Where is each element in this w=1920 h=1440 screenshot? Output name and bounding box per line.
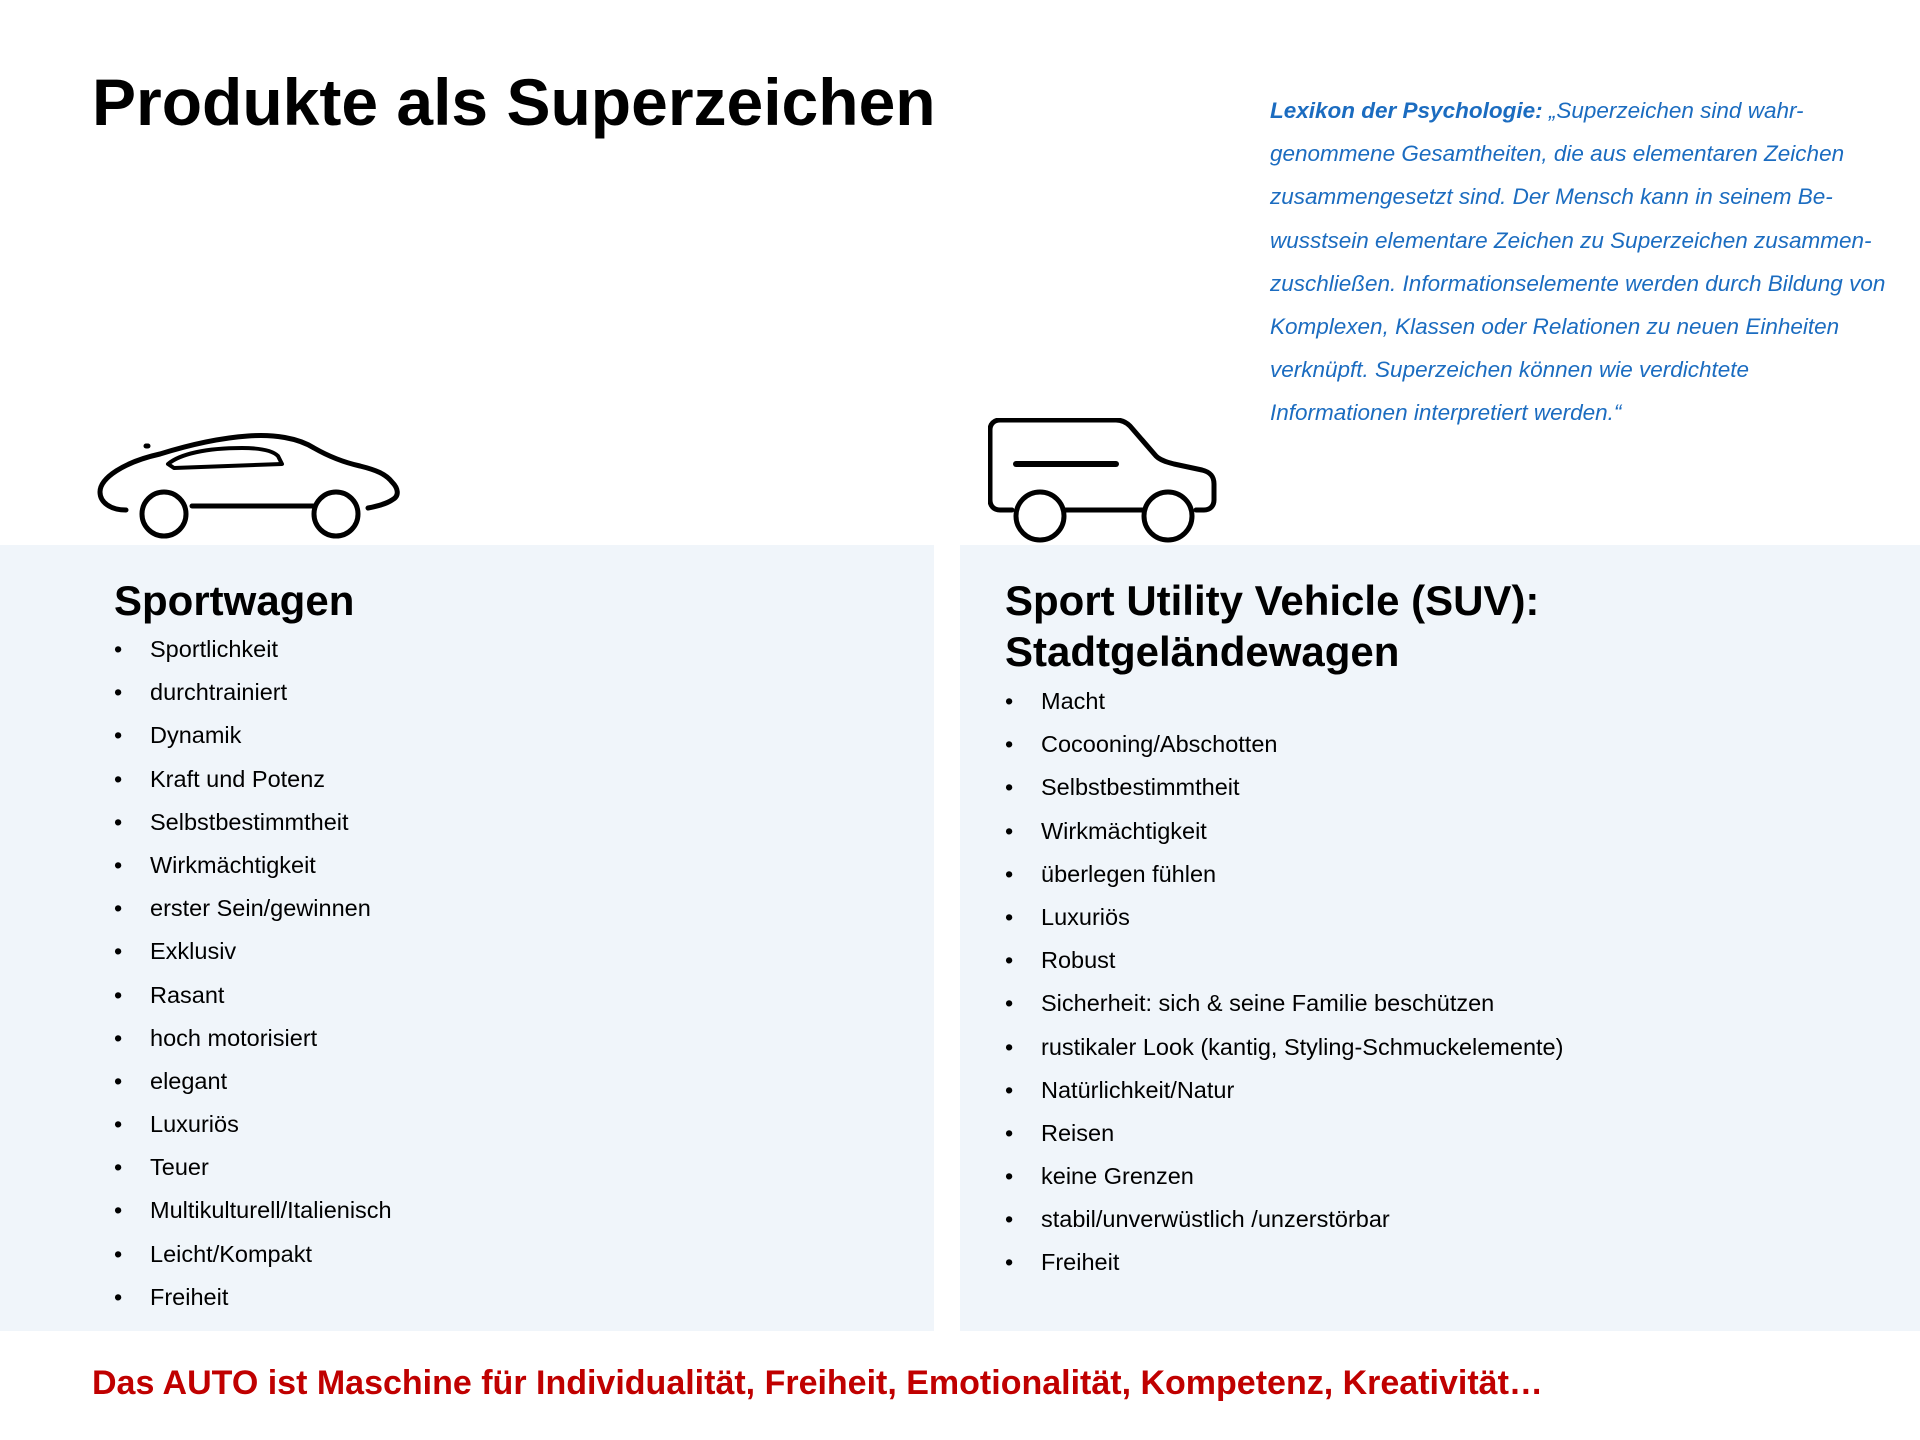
list-item-text: Kraft und Potenz — [150, 765, 326, 792]
list-item — [1005, 680, 1563, 723]
list-item-text: elegant — [150, 1067, 228, 1094]
list-item — [1005, 1241, 1563, 1284]
sports-car-icon — [96, 430, 400, 540]
bullet-icon: • — [1005, 947, 1014, 974]
bullet-icon: • — [114, 808, 123, 835]
bullet-icon: • — [1005, 1249, 1014, 1276]
list-item-text: Wirkmächtigkeit — [150, 851, 316, 878]
suv-heading-line1: Sport Utility Vehicle (SUV): — [1005, 577, 1540, 624]
list-item — [1005, 1026, 1563, 1069]
bullet-icon: • — [114, 679, 123, 706]
bullet-icon: • — [114, 1024, 123, 1051]
slide-title: Produkte als Superzeichen — [92, 65, 936, 139]
list-item — [1005, 939, 1563, 982]
sportwagen-attribute-list — [114, 628, 392, 1319]
list-item — [114, 714, 392, 757]
bullet-icon: • — [114, 1197, 123, 1224]
list-item — [114, 671, 392, 714]
list-item — [114, 1189, 392, 1232]
list-item-text: Freiheit — [150, 1283, 229, 1310]
list-item — [114, 930, 392, 973]
bullet-icon: • — [114, 765, 123, 792]
list-item-text: Robust — [1041, 947, 1116, 974]
list-item — [114, 1060, 392, 1103]
bullet-icon: • — [1005, 860, 1014, 887]
suv-heading-line2: Stadtgeländewagen — [1005, 628, 1400, 675]
list-item-text: überlegen fühlen — [1041, 860, 1217, 887]
bullet-icon: • — [1005, 1119, 1014, 1146]
list-item-text: hoch motorisiert — [150, 1024, 318, 1051]
list-item — [1005, 766, 1563, 809]
list-item — [1005, 896, 1563, 939]
bullet-icon: • — [114, 895, 123, 922]
list-item — [1005, 1198, 1563, 1241]
bullet-icon: • — [1005, 990, 1014, 1017]
bullet-icon: • — [114, 1283, 123, 1310]
list-item — [114, 1276, 392, 1319]
bullet-icon: • — [114, 938, 123, 965]
list-item-text: stabil/unverwüstlich /unzerstörbar — [1041, 1206, 1390, 1233]
list-item-text: Sportlichkeit — [150, 636, 278, 662]
list-item — [1005, 1069, 1563, 1112]
list-item-text: Luxuriös — [150, 1111, 239, 1138]
bullet-icon: • — [114, 981, 123, 1008]
list-item-text: Exklusiv — [150, 938, 237, 965]
list-item-text: Selbstbestimmtheit — [150, 808, 349, 835]
bullet-icon: • — [114, 1154, 123, 1181]
bullet-icon: • — [114, 1240, 123, 1267]
list-item-text: erster Sein/gewinnen — [150, 895, 371, 922]
list-item — [114, 1233, 392, 1276]
list-item-text: keine Grenzen — [1041, 1163, 1194, 1190]
quote-text: „Superzeichen sind wahr-genommene Gesamtheiten, die aus elementaren Zeichen zusammengesetzt sind. Der Mensch kann in seinem Be-wusstsein elementare Zeichen zu Superzeichen zusammen-zuschließen. Informationselemente werden durch Bildung von Komplexen, Klassen oder Relationen zu neuen Einheiten verknüpft. Superzeichen können wie verdichtete Informationen interpretiert werden.“ — [1270, 98, 1886, 426]
list-item-text: Cocooning/Abschotten — [1041, 731, 1278, 758]
bullet-icon: • — [114, 1067, 123, 1094]
bullet-icon: • — [1005, 1163, 1014, 1190]
list-item — [1005, 1112, 1563, 1155]
bullet-icon: • — [1005, 817, 1014, 844]
list-item-text: Natürlichkeit/Natur — [1041, 1076, 1235, 1103]
suv-icon — [988, 418, 1220, 544]
bullet-icon: • — [114, 722, 123, 749]
list-item — [114, 1103, 392, 1146]
list-item — [1005, 723, 1563, 766]
list-item-text: Freiheit — [1041, 1249, 1120, 1276]
list-item-text: Multikulturell/Italienisch — [150, 1197, 392, 1224]
bullet-icon: • — [114, 851, 123, 878]
list-item — [114, 1146, 392, 1189]
list-item — [114, 887, 392, 930]
list-item — [1005, 982, 1563, 1025]
list-item-text: Selbstbestimmtheit — [1041, 774, 1240, 801]
list-item-text: Wirkmächtigkeit — [1041, 817, 1207, 844]
list-item — [114, 758, 392, 801]
bullet-icon: • — [1005, 903, 1014, 930]
list-item-text: durchtrainiert — [150, 679, 288, 706]
list-item — [114, 801, 392, 844]
list-item-text: Reisen — [1041, 1119, 1115, 1146]
footer-slogan: Das AUTO ist Maschine für Individualität, Freiheit, Emotionalität, Kompetenz, Kreativität… — [92, 1364, 1543, 1402]
list-item-text: Luxuriös — [1041, 903, 1130, 930]
bullet-icon: • — [1005, 1033, 1014, 1060]
sportwagen-heading: Sportwagen — [114, 577, 355, 624]
list-item-text: Teuer — [150, 1154, 209, 1181]
list-item — [114, 974, 392, 1017]
list-item — [1005, 810, 1563, 853]
list-item-text: Dynamik — [150, 722, 242, 749]
bullet-icon: • — [114, 636, 123, 662]
bullet-icon: • — [114, 1111, 123, 1138]
suv-attribute-list — [1005, 680, 1563, 1285]
list-item — [1005, 853, 1563, 896]
list-item — [114, 628, 392, 671]
bullet-icon: • — [1005, 774, 1014, 801]
list-item — [114, 1017, 392, 1060]
bullet-icon: • — [1005, 731, 1014, 758]
bullet-icon: • — [1005, 1076, 1014, 1103]
list-item — [1005, 1155, 1563, 1198]
suv-heading — [1005, 575, 1885, 677]
list-item-text: Rasant — [150, 981, 225, 1008]
list-item-text: Sicherheit: sich & seine Familie beschützen — [1041, 990, 1495, 1017]
list-item — [114, 844, 392, 887]
list-item-text: Leicht/Kompakt — [150, 1240, 312, 1267]
list-item-text: rustikaler Look (kantig, Styling-Schmuckelemente) — [1041, 1033, 1564, 1060]
bullet-icon: • — [1005, 1206, 1014, 1233]
quote-label: Lexikon der Psychologie: — [1270, 98, 1543, 123]
list-item-text: Macht — [1041, 688, 1105, 714]
psychology-lexicon-quote — [1270, 89, 1890, 435]
bullet-icon: • — [1005, 688, 1014, 714]
